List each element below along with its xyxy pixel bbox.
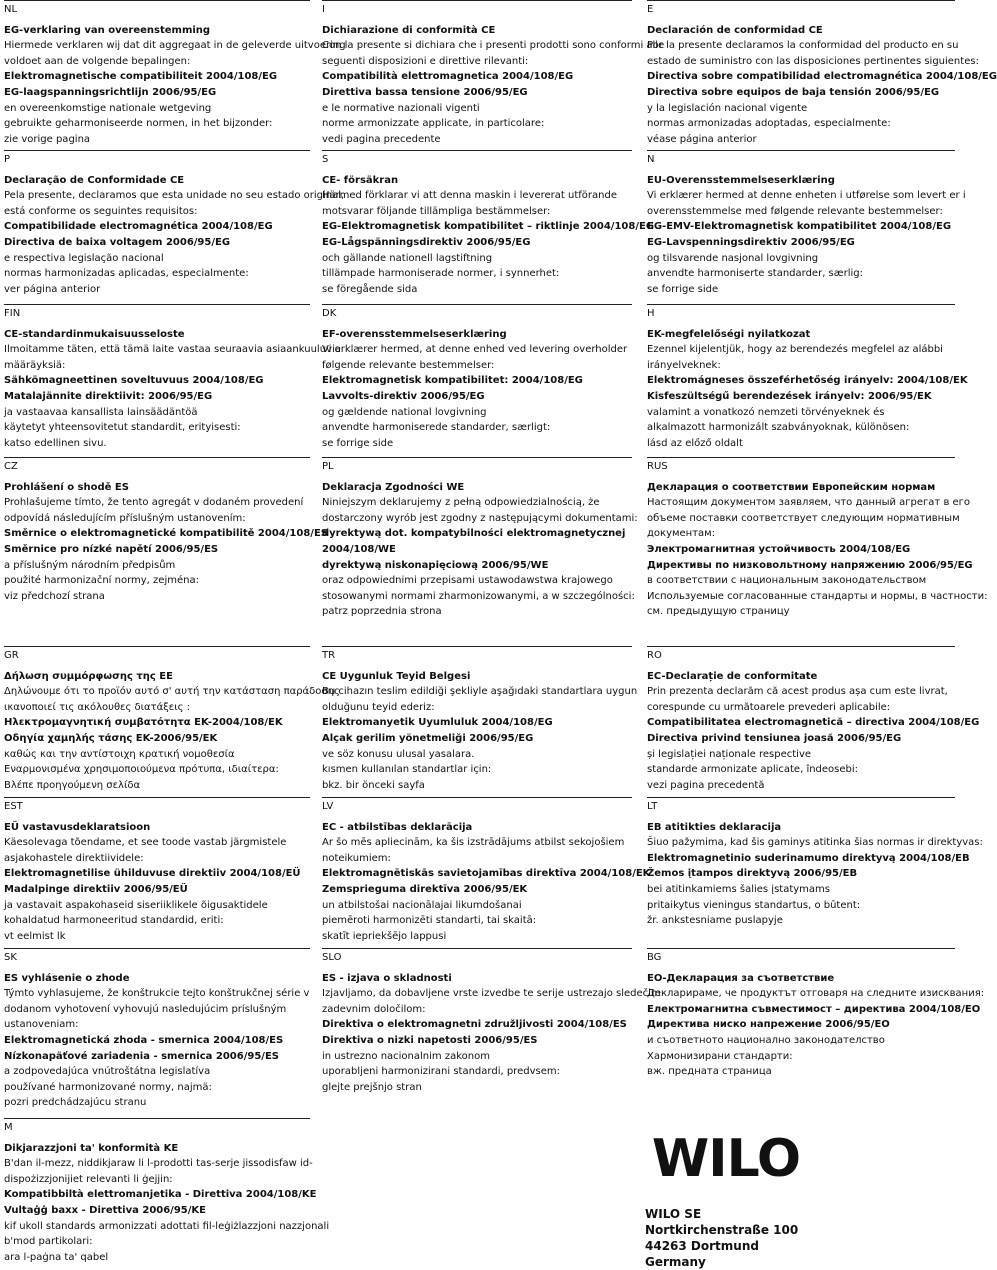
text-line: vezi pagina precedentă [647, 779, 765, 791]
text-line: Týmto vyhlasujeme, že konštrukcie tejto konštrukčnej série v [4, 988, 310, 1000]
section-title: ЕО-Декларация за съответствие [647, 972, 835, 984]
section-title: EF-overensstemmelseserklæring [322, 328, 507, 340]
directive-line: Nízkonapäťové zariadenia - smernica 2006/95/ES [4, 1050, 279, 1062]
text-line: kısmen kullanılan standartlar için: [322, 764, 492, 776]
language-code: H [647, 308, 655, 319]
directive-line: Compatibilità elettromagnetica 2004/108/EG [322, 71, 574, 83]
section-title: EG-verklaring van overeenstemming [4, 24, 211, 36]
language-code: P [4, 154, 11, 165]
text-line: glejte prejšnjo stran [322, 1081, 422, 1093]
text-line: følgende relevante bestemmelser: [322, 359, 495, 371]
text-line: se forrige side [322, 437, 394, 449]
language-code: DK [322, 308, 337, 319]
directive-line: dyrektywą dot. kompatybilności elektromagnetycznej [322, 528, 626, 540]
company-address [645, 1206, 798, 1270]
declaration-section-lt [647, 799, 983, 929]
directive-line: Zemsprieguma direktīva 2006/95/EK [322, 883, 528, 895]
directive-line: Elektromagnētiskās savietojamības direktīva 2004/108/EK [322, 868, 651, 880]
declaration-section-n [647, 152, 966, 297]
text-line: Настоящим документом заявляем, что данный агрегат в его [647, 497, 971, 509]
directive-line: Directiva privind tensiunea joasă 2006/95/EG [647, 732, 902, 744]
text-line: vt eelmist lk [4, 930, 66, 942]
section-title: Deklaracja Zgodności WE [322, 481, 465, 493]
section-divider [647, 150, 955, 151]
directive-line: Elektromagnetinio suderinamumo direktyvą 2004/108/EB [647, 852, 970, 864]
text-line: dispożizzjonijiet relevanti li ġejjin: [4, 1173, 173, 1185]
section-divider [647, 0, 955, 1]
declaration-section-bg [647, 950, 985, 1080]
language-code: SLO [322, 952, 342, 963]
directive-line: Ηλεκτρομαγνητική συμβατότητα EK-2004/108/EK [4, 717, 283, 729]
text-line: документам: [647, 528, 716, 540]
text-line: Βλέπε προηγούμενη σελίδα [4, 779, 141, 791]
section-divider [4, 948, 310, 949]
text-line: viz předchozí strana [4, 590, 105, 602]
section-divider [322, 0, 632, 1]
text-line: ικανοποιεί τις ακόλουθες διατάξεις : [4, 701, 191, 713]
directive-line: Vultaġġ baxx - Direttiva 2006/95/KE [4, 1204, 206, 1216]
section-title: Prohlášení o shodě ES [4, 481, 129, 493]
text-line: kohaldatud harmoneeritud standardid, eriti: [4, 915, 224, 927]
text-line: Используемые согласованные стандарты и нормы, в частности: [647, 590, 988, 602]
wilo-logo-text: WILO [651, 1129, 801, 1189]
directive-line: Direktiva o elektromagnetni združljivosti 2004/108/ES [322, 1019, 627, 1031]
section-title: Dichiarazione di conformità CE [322, 24, 496, 36]
text-line: stosowanymi normami zharmonizowanymi, a w szczególności: [322, 590, 635, 602]
text-line: ja vastavait aspakohaseid siseriiklikele õigusaktidele [4, 899, 268, 911]
text-line: používané harmonizované normy, najmä: [4, 1081, 212, 1093]
section-title: ES - izjava o skladnosti [322, 972, 452, 984]
language-code: RO [647, 650, 662, 661]
text-line: a zodpovedajúca vnútroštátna legislatíva [4, 1066, 211, 1078]
wilo-logo [645, 1124, 808, 1192]
text-line: Εναρμονισμένα χρησιμοποιούμενα πρότυπα, ιδιαίτερα: [4, 764, 279, 776]
directive-line: Электромагнитная устойчивость 2004/108/EG [647, 543, 911, 555]
directive-line: Οδηγία χαμηλής τάσης EK-2006/95/EK [4, 732, 218, 744]
text-line: vedi pagina precedente [322, 133, 441, 145]
language-code: SK [4, 952, 17, 963]
text-line: odpovídá následujícím příslušným ustanovením: [4, 512, 246, 524]
language-code: FIN [4, 308, 21, 319]
directive-line: Directiva sobre compatibilidad electromagnética 2004/108/EG [647, 71, 997, 83]
section-divider [4, 646, 310, 647]
text-line: anvendte harmoniserte standarder, særlig: [647, 268, 863, 280]
text-line: Šiuo pažymima, kad šis gaminys atitinka šias normas ir direktyvas: [647, 837, 983, 849]
section-divider [4, 150, 310, 151]
text-line: pozri predchádzajúcu stranu [4, 1097, 147, 1109]
text-line: pritaikytus vieningus standartus, o būtent: [647, 899, 861, 911]
section-divider [647, 457, 955, 458]
text-line: в соответствии с национальным законодательством [647, 575, 927, 587]
directive-line: Direktiva o nizki napetosti 2006/95/ES [322, 1034, 538, 1046]
directive-line: Elektromanyetik Uyumluluk 2004/108/EG [322, 717, 553, 729]
text-line: noteikumiem: [322, 852, 391, 864]
text-line: ver página anterior [4, 283, 101, 295]
declaration-section-m [4, 1120, 330, 1265]
language-code: M [4, 1122, 13, 1133]
text-line: Izjavljamo, da dobavljene vrste izvedbe te serije ustrezajo sledečim [322, 988, 661, 1000]
declaration-section-est [4, 799, 310, 944]
text-line: alkalmazott harmonizált szabványoknak, különösen: [647, 422, 910, 434]
section-divider [322, 304, 632, 305]
section-divider [4, 304, 310, 305]
text-line: kif ukoll standards armonizzati adottati fil-leġiżlazzjoni nazzjonali [4, 1220, 330, 1232]
section-title: EU-Overensstemmelseserklæring [647, 174, 835, 186]
directive-line: Žemos įtampos direktyvą 2006/95/EB [647, 868, 858, 880]
language-code: N [647, 154, 655, 165]
text-line: ustanoveniam: [4, 1019, 79, 1031]
text-line: Ar šo mēs apliecinām, ka šis izstrādājums atbilst sekojošiem [322, 837, 625, 849]
text-line: anvendte harmoniserede standarder, særligt: [322, 422, 551, 434]
text-line: gebruikte geharmoniseerde normen, in het bijzonder: [4, 118, 273, 130]
text-line: B'dan il-mezz, niddikjaraw li l-prodotti tas-serje jissodisfaw id- [4, 1158, 313, 1170]
section-title: Δήλωση συμμόρφωσης της ΕΕ [4, 670, 173, 682]
text-line: está conforme os seguintes requisitos: [4, 205, 198, 217]
text-line: määräyksiä: [4, 359, 66, 371]
directive-line: Kisfeszültségű berendezések irányelv: 2006/95/EK [647, 390, 932, 402]
text-line: см. предыдущую страницу [647, 606, 790, 618]
directive-line: Elektromagnetische compatibiliteit 2004/108/EG [4, 71, 278, 83]
text-line: dodanom vyhotovení vyhovujú nasledujúcim príslušným [4, 1003, 287, 1015]
text-line: valamint a vonatkozó nemzeti törvényeknek és [647, 406, 885, 418]
language-code: I [322, 4, 325, 15]
directive-line: Compatibilidade electromagnética 2004/108/EG [4, 221, 273, 233]
directive-line: EG-laagspanningsrichtlijn 2006/95/EG [4, 86, 217, 98]
text-line: Δηλώνουμε ότι το προϊόν αυτό σ' αυτή την κατάσταση παράδοσης [4, 686, 340, 698]
text-line: Con la presente si dichiara che i presenti prodotti sono conformi alle [322, 40, 665, 52]
text-line: ja vastaavaa kansallista lainsäädäntöä [4, 406, 198, 418]
text-line: estado de suministro con las disposiciones pertinentes siguientes: [647, 55, 979, 67]
directive-line: Електромагнитна съвместимост – директива 2004/108/ЕО [647, 1003, 981, 1015]
text-line: Bu cihazın teslim edildiği şekliyle aşağıdaki standartlara uygun [322, 686, 638, 698]
text-line: zie vorige pagina [4, 133, 91, 145]
text-line: Ilmoitamme täten, että tämä laite vastaa seuraavia asiaankuuluvia [4, 344, 341, 356]
section-divider [4, 457, 310, 458]
section-title: Declaración de conformidad CE [647, 24, 823, 36]
section-divider [4, 797, 310, 798]
text-line: καθώς και την αντίστοιχη κρατική νομοθεσία [4, 748, 235, 760]
language-code: CZ [4, 461, 18, 472]
language-code: TR [322, 650, 336, 661]
address-line-company: WILO SE [645, 1207, 702, 1221]
directive-line: Elektromagnetická zhoda - smernica 2004/108/ES [4, 1034, 284, 1046]
directive-line: Lavvolts-direktiv 2006/95/EG [322, 390, 485, 402]
address-line-street: Nortkirchenstraße 100 [645, 1223, 799, 1237]
section-title: EB atitikties deklaracija [647, 821, 782, 833]
address-line-country: Germany [645, 1255, 706, 1269]
text-line: ve söz konusu ulusal yasalara. [322, 748, 475, 760]
text-line: patrz poprzednia strona [322, 606, 442, 618]
directive-line: Directiva de baixa voltagem 2006/95/EG [4, 236, 231, 248]
declaration-section-rus [647, 459, 988, 620]
text-line: og tilsvarende nasjonal lovgivning [647, 252, 819, 264]
directive-line: Kompatibbiltà elettromanjetika - Direttiva 2004/108/KE [4, 1189, 317, 1201]
text-line: oraz odpowiednimi przepisami ustawodawstwa krajowego [322, 575, 613, 587]
text-line: объеме поставки соответствует следующим нормативным [647, 512, 960, 524]
text-line: dostarczony wyrób jest zgodny z następującymi dokumentami: [322, 512, 638, 524]
section-divider [322, 948, 632, 949]
section-title: EC - atbilstības deklarācija [322, 821, 473, 833]
language-code: NL [4, 4, 18, 15]
text-line: och gällande nationell lagstiftning [322, 252, 493, 264]
text-line: asjakohastele direktiividele: [4, 852, 144, 864]
text-line: bei atitinkamiems šalies įstatymams [647, 883, 830, 895]
directive-line: Směrnice pro nízké napětí 2006/95/ES [4, 543, 219, 555]
language-code: S [322, 154, 329, 165]
text-line: Por la presente declaramos la conformidad del producto en su [647, 40, 959, 52]
declaration-section-e [647, 2, 997, 147]
directive-line: EG-Lavspenningsdirektiv 2006/95/EG [647, 236, 855, 248]
declaration-section-nl [4, 2, 346, 147]
directive-line: Matalajännite direktiivit: 2006/95/EG [4, 390, 213, 402]
section-divider [322, 150, 632, 151]
declaration-section-p [4, 152, 345, 297]
language-code: EST [4, 801, 23, 812]
text-line: zadevnim določilom: [322, 1003, 426, 1015]
declaration-section-sk [4, 950, 310, 1111]
text-line: Хармонизирани стандарти: [647, 1050, 793, 1062]
text-line: Ezennel kijelentjük, hogy az berendezés megfelel az alábbi [647, 344, 943, 356]
text-line: Prohlašujeme tímto, že tento agregát v dodaném provedení [4, 497, 304, 509]
text-line: bkz. bir önceki sayfa [322, 779, 425, 791]
declaration-section-i [322, 2, 665, 147]
language-code: RUS [647, 461, 668, 472]
text-line: uporabljeni harmonizirani standardi, predvsem: [322, 1066, 560, 1078]
text-line: katso edellinen sivu. [4, 437, 107, 449]
declaration-section-lv [322, 799, 651, 944]
text-line: Härmed förklarar vi att denna maskin i levererat utförande [322, 190, 617, 202]
section-title: CE-standardinmukaisuusseloste [4, 328, 185, 340]
section-divider [4, 1118, 310, 1119]
text-line: piemēroti harmonizēti standarti, tai skaitā: [322, 915, 537, 927]
section-title: CE Uygunluk Teyid Belgesi [322, 670, 471, 682]
section-title: Dikjarazzjoni ta' konformità KE [4, 1142, 179, 1154]
directive-line: EG-Elektromagnetisk kompatibilitet – riktlinje 2004/108/EG [322, 221, 655, 233]
text-line: lásd az előző oldalt [647, 437, 743, 449]
directive-line: Elektromágneses összeférhetőség irányelv: 2004/108/EK [647, 375, 968, 387]
section-divider [322, 797, 632, 798]
text-line: вж. предната страница [647, 1066, 772, 1078]
text-line: Hiermede verklaren wij dat dit aggregaat in de geleverde uitvoering [4, 40, 346, 52]
text-line: un atbilstošai nacionālajai likumdošanai [322, 899, 522, 911]
directive-line: Direttiva bassa tensione 2006/95/EG [322, 86, 528, 98]
text-line: и съответното национално законодателство [647, 1034, 885, 1046]
text-line: motsvarar följande tillämpliga bestämmelser: [322, 205, 551, 217]
declaration-section-tr [322, 648, 638, 793]
text-line: irányelveknek: [647, 359, 721, 371]
directive-line: EG-Lågspänningsdirektiv 2006/95/EG [322, 236, 531, 248]
text-line: se forrige side [647, 283, 719, 295]
text-line: corespunde cu următoarele prevederi aplicabile: [647, 701, 891, 713]
directive-line: Madalpinge direktiiv 2006/95/EÜ [4, 883, 188, 895]
section-divider [322, 457, 632, 458]
text-line: se föregående sida [322, 283, 418, 295]
text-line: Käesolevaga tõendame, et see toode vastab järgmistele [4, 837, 287, 849]
section-divider [647, 797, 955, 798]
section-divider [647, 304, 955, 305]
directive-line: Directiva sobre equipos de baja tensión 2006/95/EG [647, 86, 940, 98]
section-title: Declaração de Conformidade CE [4, 174, 185, 186]
text-line: a příslušným národním předpisům [4, 559, 176, 571]
language-code: LV [322, 801, 334, 812]
section-divider [4, 0, 310, 1]
text-line: Vi erklærer hermed at denne enheten i utførelse som levert er i [647, 190, 966, 202]
text-line: olduğunu teyid ederiz: [322, 701, 435, 713]
text-line: normas harmonizadas aplicadas, especialmente: [4, 268, 249, 280]
text-line: e le normative nazionali vigenti [322, 102, 480, 114]
text-line: seguenti disposizioni e direttive rilevanti: [322, 55, 529, 67]
section-title: CE- försäkran [322, 174, 399, 186]
directive-line: Elektromagnetilise ühilduvuse direktiiv 2004/108/EÜ [4, 868, 301, 880]
text-line: b'mod partikolari: [4, 1236, 93, 1248]
section-title: EK-megfelelőségi nyilatkozat [647, 328, 811, 340]
text-line: normas armonizadas adoptadas, especialmente: [647, 118, 891, 130]
section-divider [322, 646, 632, 647]
directive-line: EG-EMV-Elektromagnetisk kompatibilitet 2004/108/EG [647, 221, 952, 233]
text-line: en overeenkomstige nationale wetgeving [4, 102, 212, 114]
directive-line: Směrnice o elektromagnetické kompatibilitě 2004/108/ES [4, 528, 328, 540]
declaration-section-s [322, 152, 655, 297]
language-code: BG [647, 952, 662, 963]
text-line: ara l-paġna ta' qabel [4, 1251, 109, 1263]
text-line: käytetyt yhteensovitetut standardit, erityisesti: [4, 422, 241, 434]
text-line: použité harmonizační normy, zejména: [4, 575, 199, 587]
declaration-section-ro [647, 648, 980, 793]
text-line: Prin prezenta declarăm că acest produs așa cum este livrat, [647, 686, 948, 698]
directive-line: Sähkömagneettinen soveltuvuus 2004/108/EG [4, 375, 264, 387]
declaration-section-h [647, 306, 968, 451]
declaration-section-pl [322, 459, 638, 620]
text-line: overensstemmelse med følgende relevante bestemmelser: [647, 205, 943, 217]
text-line: Vi erklærer hermed, at denne enhed ved levering overholder [322, 344, 628, 356]
directive-line: dyrektywą niskonapięciową 2006/95/WE [322, 559, 549, 571]
section-divider [647, 948, 955, 949]
section-title: ES vyhlásenie o zhode [4, 972, 130, 984]
text-line: in ustrezno nacionalnim zakonom [322, 1050, 490, 1062]
section-divider [647, 646, 955, 647]
language-code: PL [322, 461, 334, 472]
text-line: standarde armonizate aplicate, îndeosebi: [647, 764, 859, 776]
text-line: og gældende national lovgivning [322, 406, 487, 418]
text-line: žr. ankstesniame puslapyje [647, 915, 783, 927]
text-line: skatīt iepriekšējo lappusi [322, 930, 447, 942]
language-code: LT [647, 801, 658, 812]
directive-line: Alçak gerilim yönetmeliği 2006/95/EG [322, 732, 534, 744]
text-line: y la legislación nacional vigente [647, 102, 808, 114]
text-line: Pela presente, declaramos que esta unidade no seu estado original, [4, 190, 345, 202]
directive-line: Compatibilitatea electromagnetică – directiva 2004/108/EG [647, 717, 980, 729]
declaration-section-dk [322, 306, 632, 451]
section-title: Декларация о соответствии Европейским нормам [647, 481, 936, 493]
text-line: norme armonizzate applicate, in particolare: [322, 118, 545, 130]
section-title: EÜ vastavusdeklaratsioon [4, 821, 151, 833]
text-line: voldoet aan de volgende bepalingen: [4, 55, 191, 67]
directive-line: Elektromagnetisk kompatibilitet: 2004/108/EG [322, 375, 583, 387]
text-line: tillämpade harmoniserade normer, i synnerhet: [322, 268, 560, 280]
address-line-city: 44263 Dortmund [645, 1239, 759, 1253]
directive-line: Директивы по низковольтному напряжению 2006/95/EG [647, 559, 973, 571]
text-line: Niniejszym deklarujemy z pełną odpowiedzialnością, że [322, 497, 600, 509]
directive-line: 2004/108/WE [322, 543, 396, 555]
language-code: GR [4, 650, 19, 661]
text-line: e respectiva legislação nacional [4, 252, 164, 264]
directive-line: Директива ниско напрежение 2006/95/ЕО [647, 1019, 890, 1031]
text-line: véase página anterior [647, 133, 757, 145]
text-line: Декларираме, че продуктът отговаря на следните изисквания: [647, 988, 985, 1000]
language-code: E [647, 4, 654, 15]
section-title: EC-Declarație de conformitate [647, 670, 818, 682]
text-line: și legislației naționale respective [647, 748, 812, 760]
